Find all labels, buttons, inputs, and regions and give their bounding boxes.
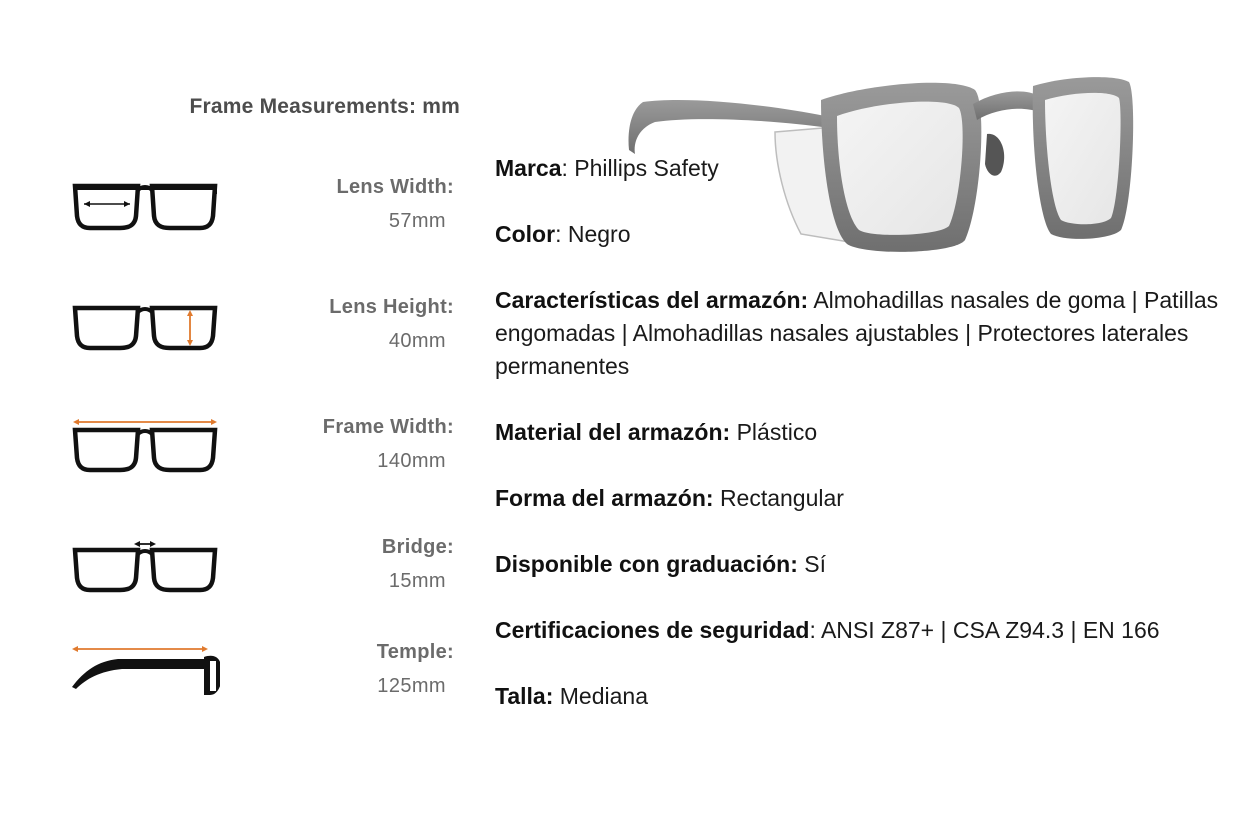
spec-value: Phillips Safety bbox=[574, 155, 719, 181]
spec-key: Marca bbox=[495, 155, 562, 181]
product-specs bbox=[495, 152, 1235, 746]
measurement-row-lens-width bbox=[60, 176, 460, 266]
spec-certifications bbox=[495, 614, 1235, 647]
spec-key: Disponible con graduación: bbox=[495, 551, 798, 577]
temple-icon bbox=[70, 641, 220, 701]
lens-width-label: Lens Width: bbox=[336, 176, 454, 198]
measurement-row-temple bbox=[60, 641, 460, 731]
spec-key: Color bbox=[495, 221, 556, 247]
spec-key: Características del armazón: bbox=[495, 287, 809, 313]
spec-value: Rectangular bbox=[719, 485, 844, 511]
spec-size bbox=[495, 680, 1235, 713]
spec-separator: : bbox=[561, 155, 575, 181]
lens-width-icon bbox=[70, 176, 220, 236]
spec-value: ANSI Z87+ | CSA Z94.3 | EN 166 bbox=[820, 617, 1160, 643]
spec-frame-material bbox=[495, 416, 1235, 449]
lens-height-label: Lens Height: bbox=[329, 296, 454, 318]
spec-frame-features bbox=[495, 284, 1235, 383]
frame-width-icon bbox=[70, 416, 220, 476]
lens-height-value: 40mm bbox=[388, 330, 446, 352]
frame-width-value: 140mm bbox=[377, 450, 446, 472]
spec-frame-shape bbox=[495, 482, 1235, 515]
spec-separator: : bbox=[555, 221, 568, 247]
spec-key: Forma del armazón: bbox=[495, 485, 714, 511]
spec-brand bbox=[495, 152, 1235, 185]
spec-value: Almohadillas nasales de goma | Patillas engomadas | Almohadillas nasales ajustables | Protectores laterales permanentes bbox=[495, 287, 1219, 379]
spec-value: Sí bbox=[804, 551, 826, 577]
spec-key: Material del armazón: bbox=[495, 419, 731, 445]
bridge-label: Bridge: bbox=[381, 536, 454, 558]
spec-color bbox=[495, 218, 1235, 251]
measurement-row-lens-height bbox=[60, 296, 460, 386]
spec-key: Talla: bbox=[495, 683, 554, 709]
frame-width-label: Frame Width: bbox=[322, 416, 454, 438]
temple-label: Temple: bbox=[376, 641, 454, 663]
temple-value: 125mm bbox=[377, 675, 446, 697]
spec-value: Negro bbox=[567, 221, 631, 247]
spec-prescription bbox=[495, 548, 1235, 581]
spec-value: Mediana bbox=[559, 683, 648, 709]
measurement-row-frame-width bbox=[60, 416, 460, 506]
spec-key: Certificaciones de seguridad bbox=[495, 617, 810, 643]
measurement-row-bridge bbox=[60, 536, 460, 626]
bridge-icon bbox=[70, 536, 220, 596]
spec-separator: : bbox=[809, 617, 821, 643]
bridge-value: 15mm bbox=[388, 570, 446, 592]
lens-width-value: 57mm bbox=[388, 210, 446, 232]
lens-height-icon bbox=[70, 296, 220, 356]
frame-measurements-title: Frame Measurements: mm bbox=[189, 95, 460, 118]
spec-value: Plástico bbox=[736, 419, 818, 445]
